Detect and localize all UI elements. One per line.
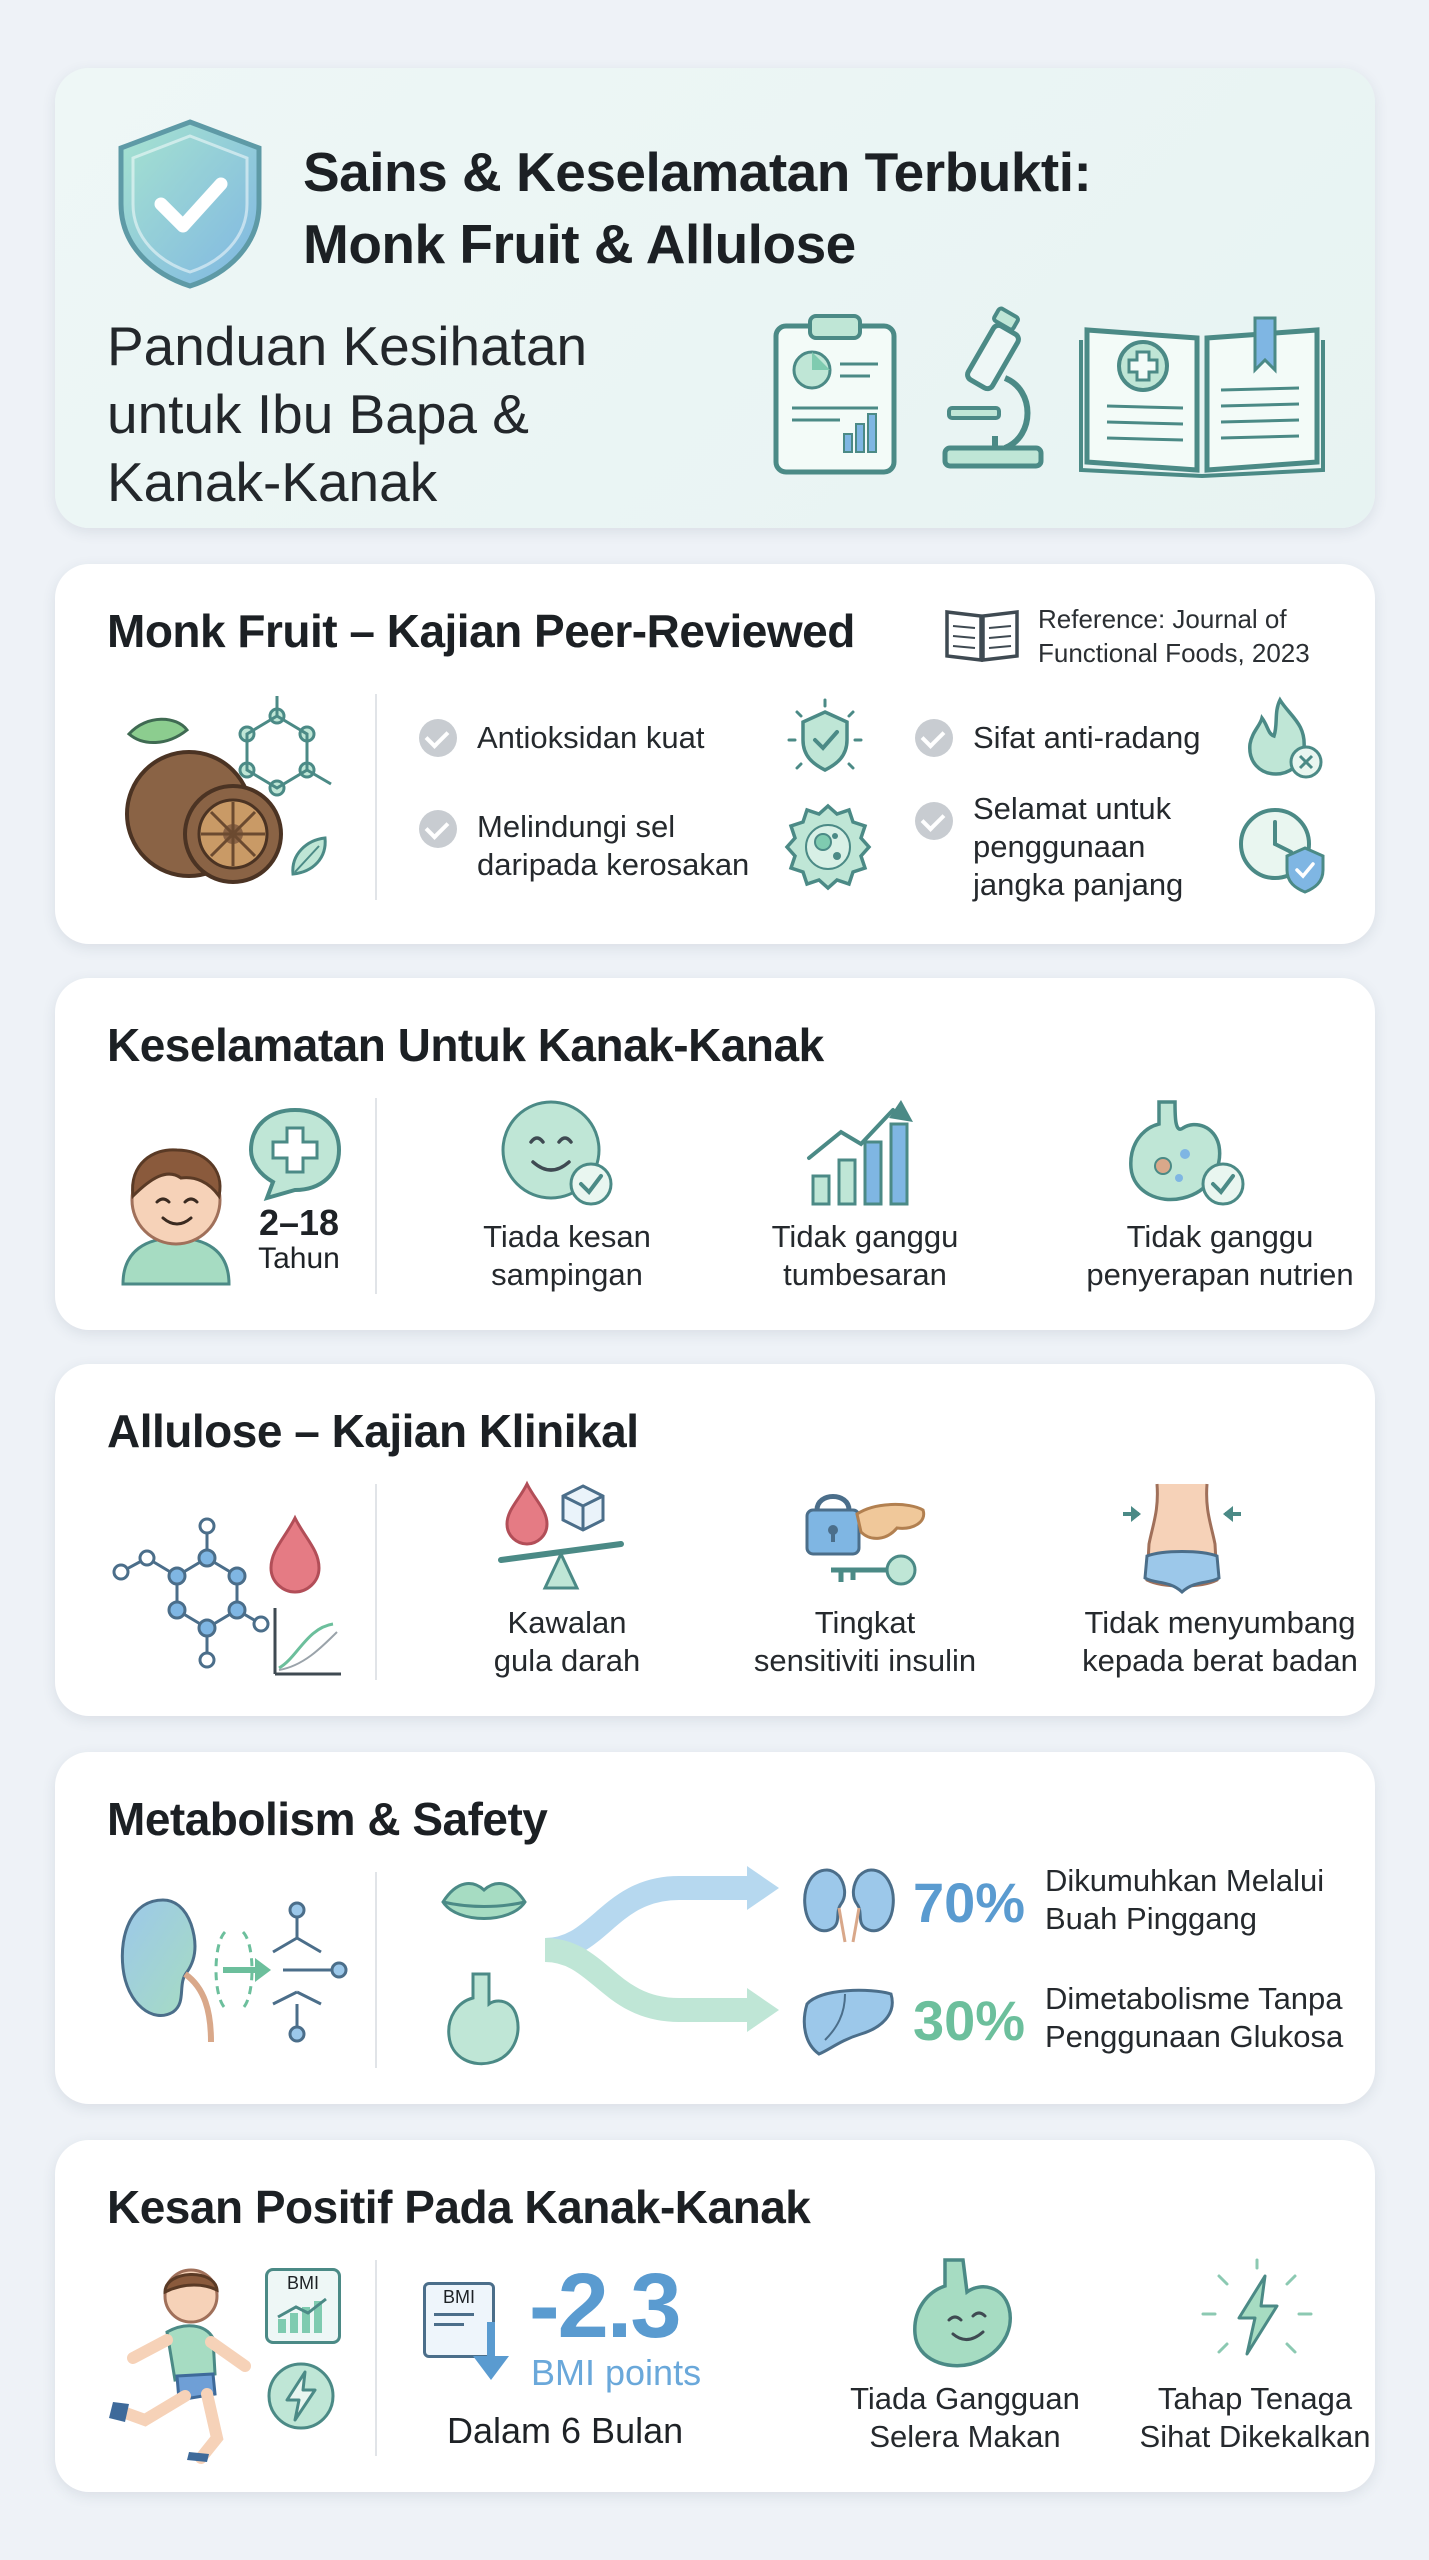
route-1-line2: Buah Pinggang xyxy=(1045,1901,1258,1936)
allulose-card xyxy=(55,1364,1375,1716)
allulose-item-1-line2: gula darah xyxy=(493,1643,641,1678)
check-icon xyxy=(419,810,457,848)
split-arrows-icon xyxy=(539,1860,799,2040)
positive-card xyxy=(55,2140,1375,2492)
route-2-line2: Penggunaan Glukosa xyxy=(1045,2019,1344,2054)
header-title-line1: Sains & Keselamatan Terbukti: xyxy=(303,141,1092,203)
medical-chat-icon xyxy=(247,1106,343,1202)
positive-title: Kesan Positif Pada Kanak-Kanak xyxy=(107,2181,811,2233)
balance-sugar-icon xyxy=(497,1480,627,1594)
positive-item-2-line1: Tahap Tenaga xyxy=(1157,2381,1353,2416)
child-icon xyxy=(111,1138,241,1284)
header-card xyxy=(55,68,1375,528)
arrow-down-icon xyxy=(469,2318,513,2382)
bmi-chart-icon xyxy=(265,2268,341,2344)
route-1-line1: Dikumuhkan Melalui xyxy=(1045,1863,1325,1898)
benefit-antioxidant: Antioksidan kuat xyxy=(477,720,705,755)
bmi-badge-label: BMI xyxy=(286,2273,319,2293)
monk-fruit-card xyxy=(55,564,1375,944)
kidney-flow-icon xyxy=(113,1892,353,2052)
bmi-period: Dalam 6 Bulan xyxy=(447,2410,684,2451)
kids-item-3-line2: penyerapan nutrien xyxy=(1086,1257,1354,1292)
header-subtitle-line1: Panduan Kesihatan xyxy=(107,315,588,377)
smile-check-icon xyxy=(495,1098,619,1210)
allulose-item-1-line1: Kawalan xyxy=(507,1605,627,1640)
check-icon xyxy=(915,802,953,840)
header-subtitle-line3: Kanak-Kanak xyxy=(107,451,438,513)
reference-line2: Functional Foods, 2023 xyxy=(1038,638,1310,668)
positive-divider xyxy=(375,2260,377,2456)
lips-icon xyxy=(439,1874,529,1930)
waist-icon xyxy=(1119,1480,1245,1594)
shield-check-icon xyxy=(115,118,265,290)
allulose-item-2-line2: sensitiviti insulin xyxy=(753,1643,977,1678)
monk-fruit-title: Monk Fruit – Kajian Peer-Reviewed xyxy=(107,605,855,657)
bmi-down-badge-label: BMI xyxy=(442,2287,475,2307)
stomach-icon xyxy=(443,1970,523,2070)
benefit-long-term-line3: jangka panjang xyxy=(973,867,1184,902)
route-2-line1: Dimetabolisme Tanpa xyxy=(1045,1981,1343,2016)
bmi-unit: BMI points xyxy=(531,2352,702,2393)
metabolism-card xyxy=(55,1752,1375,2104)
kids-item-2-line2: tumbesaran xyxy=(783,1257,947,1292)
liver-icon xyxy=(801,1984,897,2056)
check-icon xyxy=(419,719,457,757)
benefit-long-term-line2: penggunaan xyxy=(973,829,1146,864)
running-child-icon xyxy=(105,2262,255,2462)
route-1-percent: 70% xyxy=(913,1871,1026,1934)
allulose-item-3-line2: kepada berat badan xyxy=(1082,1643,1358,1678)
energy-icon xyxy=(265,2360,337,2432)
kids-safety-card xyxy=(55,978,1375,1330)
kids-item-2-line1: Tidak ganggu xyxy=(771,1219,959,1254)
monk-fruit-icon xyxy=(107,694,347,894)
positive-item-1-line1: Tiada Gangguan xyxy=(850,2381,1080,2416)
benefit-protect-cells-line2: daripada kerosakan xyxy=(477,847,750,882)
shield-sparkle-icon xyxy=(785,700,865,780)
medical-book-icon xyxy=(1079,310,1325,476)
growth-chart-icon xyxy=(805,1096,921,1208)
allulose-title: Allulose – Kajian Klinikal xyxy=(107,1405,639,1457)
benefit-protect-cells-line1: Melindungi sel xyxy=(477,809,676,844)
benefit-long-term-line1: Selamat untuk xyxy=(973,791,1172,826)
clock-shield-icon xyxy=(1235,804,1331,894)
positive-item-1-line2: Selera Makan xyxy=(869,2419,1061,2454)
happy-stomach-icon xyxy=(905,2256,1025,2372)
allulose-divider xyxy=(375,1484,377,1680)
header-subtitle-line2: untuk Ibu Bapa & xyxy=(107,383,529,445)
kids-divider xyxy=(375,1098,377,1294)
kids-safety-title: Keselamatan Untuk Kanak-Kanak xyxy=(107,1019,824,1071)
positive-item-2-line2: Sihat Dikekalkan xyxy=(1139,2419,1371,2454)
check-icon xyxy=(915,719,953,757)
insulin-lock-icon xyxy=(801,1480,931,1594)
kids-item-3-line1: Tidak ganggu xyxy=(1126,1219,1314,1254)
metabolism-title: Metabolism & Safety xyxy=(107,1793,548,1845)
kids-item-1-line2: sampingan xyxy=(491,1257,643,1292)
allulose-item-3-line1: Tidak menyumbang xyxy=(1084,1605,1356,1640)
monk-fruit-divider xyxy=(375,694,377,900)
route-2-percent: 30% xyxy=(913,1989,1026,2052)
clipboard-chart-icon xyxy=(770,308,900,478)
molecule-blood-icon xyxy=(107,1498,347,1688)
age-range: 2–18 xyxy=(258,1202,340,1243)
kidneys-icon xyxy=(801,1864,897,1944)
flame-x-icon xyxy=(1240,694,1330,784)
stomach-check-icon xyxy=(1123,1096,1247,1208)
cell-icon xyxy=(783,802,873,892)
reference-line1: Reference: Journal of xyxy=(1038,604,1287,634)
bmi-value: -2.3 xyxy=(529,2255,680,2357)
age-unit: Tahun xyxy=(258,1242,340,1275)
lightning-sparkle-icon xyxy=(1199,2260,1315,2370)
allulose-item-2-line1: Tingkat xyxy=(814,1605,916,1640)
book-icon xyxy=(943,606,1021,662)
benefit-anti-inflammatory: Sifat anti-radang xyxy=(973,720,1201,755)
microscope-icon xyxy=(935,308,1055,478)
metabolism-divider xyxy=(375,1872,377,2068)
header-title-line2: Monk Fruit & Allulose xyxy=(303,213,856,275)
kids-item-1-line1: Tiada kesan xyxy=(483,1219,651,1254)
